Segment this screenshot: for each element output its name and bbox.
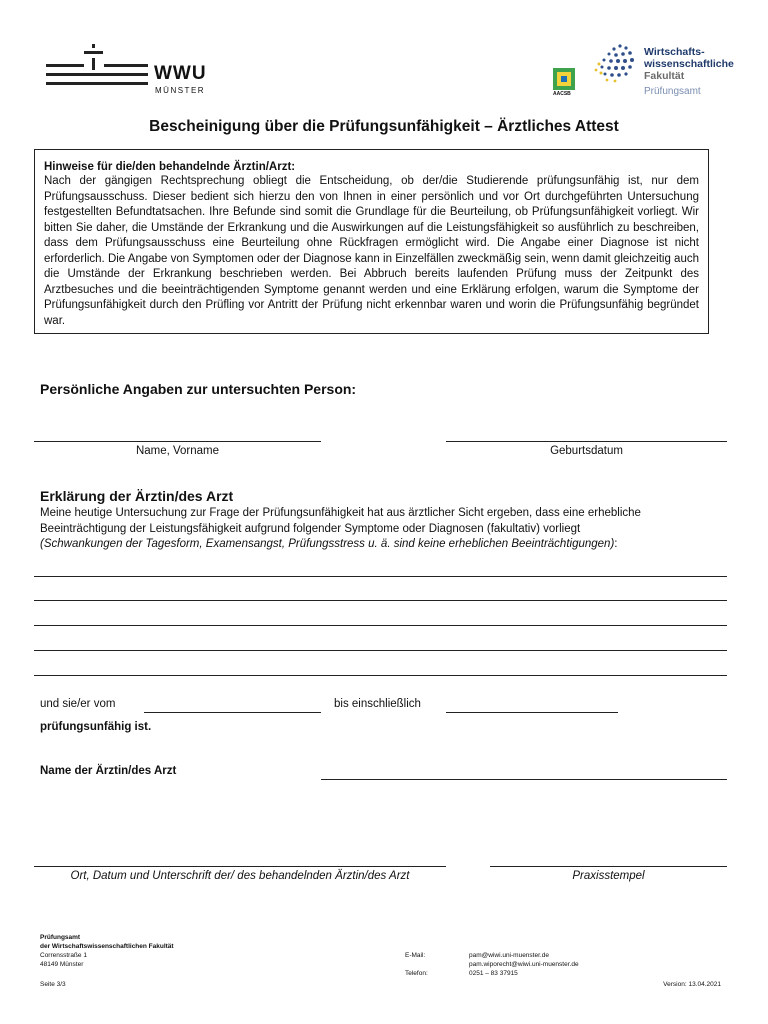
doctor-name-line[interactable] — [321, 779, 727, 780]
footer-phone-label: Telefon: — [405, 970, 428, 977]
from-label: und sie/er vom — [40, 698, 116, 710]
symptoms-line-3[interactable] — [34, 625, 727, 626]
symptoms-line-5[interactable] — [34, 675, 727, 676]
declaration-heading: Erklärung der Ärztin/des Arzt — [40, 488, 234, 504]
to-label: bis einschließlich — [334, 698, 421, 710]
to-date-line[interactable] — [446, 712, 618, 713]
version: Version: 13.04.2021 — [663, 981, 721, 988]
doctor-name-label: Name der Ärztin/des Arzt — [40, 765, 177, 777]
footer-address: Prüfungsamt der Wirtschaftswissenschaftlichen Fakultät Corrensstraße 1 48149 Münster — [40, 934, 174, 968]
notice-heading: Hinweise für die/den behandelnde Ärztin/Arzt: — [44, 161, 296, 173]
declaration-text: Meine heutige Untersuchung zur Frage der Prüfungsunfähigkeit hat aus ärztlicher Sicht ergeben, dass eine erhebliche Beeinträchtigung der Leistungsfähigkeit aufgrund folgender Symptome oder Diagnosen (fakultativ) vorliegt (Schwankungen der Tagesform, Examensangst, Prüfungsstress u. ä. sind keine erheblichen Beeinträchtigungen): — [40, 507, 641, 550]
faculty-office: Prüfungsamt — [644, 86, 701, 97]
footer-email-label: E-Mail: — [405, 952, 426, 959]
page-number: Seite 3/3 — [40, 981, 66, 988]
from-date-line[interactable] — [144, 712, 321, 713]
dob-field-line[interactable] — [446, 441, 727, 442]
university-name: WWU — [154, 63, 207, 84]
aacsb-label: AACSB — [553, 91, 571, 97]
stamp-line[interactable] — [490, 866, 727, 867]
name-label: Name, Vorname — [135, 445, 220, 457]
symptoms-line-2[interactable] — [34, 600, 727, 601]
conclusion-text: prüfungsunfähig ist. — [40, 721, 152, 733]
faculty-globe-icon — [590, 40, 638, 84]
stamp-label: Praxisstempel — [572, 870, 645, 882]
signature-label: Ort, Datum und Unterschrift der/ des behandelnden Ärztin/des Arzt — [70, 870, 410, 882]
symptoms-line-4[interactable] — [34, 650, 727, 651]
signature-line[interactable] — [34, 866, 446, 867]
notice-box — [34, 149, 709, 334]
name-field-line[interactable] — [34, 441, 321, 442]
personal-heading: Persönliche Angaben zur untersuchten Person: — [40, 381, 357, 397]
footer-phone: 0251 – 83 37915 — [469, 970, 518, 977]
dob-label: Geburtsdatum — [550, 445, 623, 457]
faculty-name: Wirtschafts- wissenschaftliche Fakultät — [644, 46, 734, 82]
notice-body: Nach der gängigen Rechtsprechung obliegt die Entscheidung, ob der/die Studierende prüfungsunfähig ist, nur dem Prüfungsausschuss. Dieser bedient sich hierzu den von Ihnen in einer persönlich und vor Ort durchgeführten Untersuchung festgestellten Befundtatsachen. Ihre Befunde sind somit die Grundlage für die Beurteilung, ob Prüfungsunfähigkeit vorliegt. Wir bitten Sie daher, die Umstände der Erkrankung und die Auswirkungen auf die Leistungsfähigkeit so ausführlich zu beschreiben, dass dem Prüfungsausschuss eine Beurteilung ohne Rückfragen ermöglicht wird. Die Angabe einer Diagnose ist nicht erforderlich. Die Angabe von Symptomen oder der Diagnose kann in Einzelfällen zweckmäßig sein, wenn damit gleichzeitig auch die Umstände der Erkrankung beschrieben werden. Bei Abbruch bereits laufenden Prüfung muss der Zeitpunkt des Arztbesuches und die beeinträchtigenden Symptome genannt werden und eine Erklärung erfolgen, warum die Symptome der Prüfungsunfähigkeit durch den Prüfling vor Antritt der Prüfung nicht erkennbar waren und worin die Prüfungsunfähig begründet war. — [44, 175, 699, 327]
university-city: MÜNSTER — [155, 86, 206, 95]
document-title: Bescheinigung über die Prüfungsunfähigkeit – Ärztliches Attest — [149, 118, 619, 135]
footer-email: pam@wiwi.uni-muenster.de pam.wiporecht@wiwi.uni-muenster.de — [469, 952, 579, 968]
symptoms-line-1[interactable] — [34, 576, 727, 577]
